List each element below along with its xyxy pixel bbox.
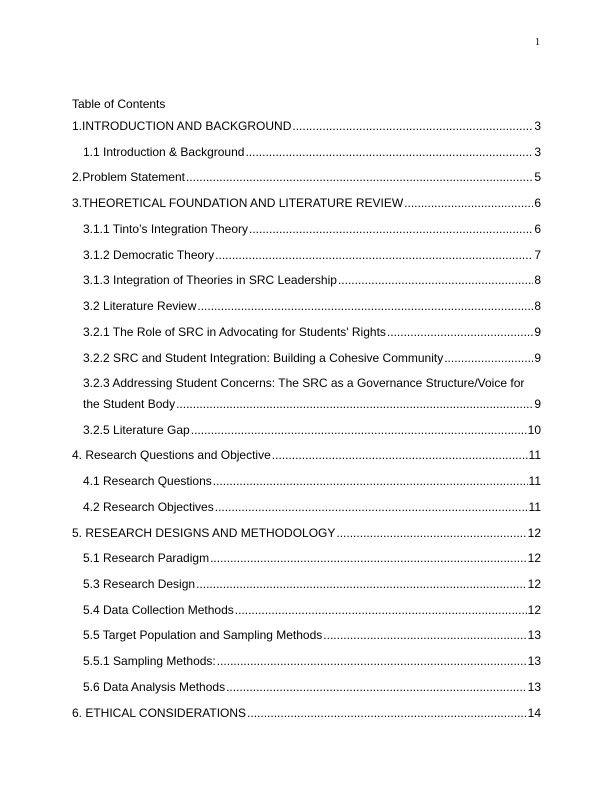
toc-entry-number: 2. xyxy=(72,170,83,184)
toc-entry-page: 11 xyxy=(528,448,541,462)
leader-dots xyxy=(336,526,526,540)
toc-entry-title: 5.3 Research Design xyxy=(83,577,196,591)
toc-entry[interactable] xyxy=(83,577,541,591)
toc-entry-page: 7 xyxy=(534,248,541,262)
toc-entry[interactable] xyxy=(83,222,541,236)
toc-entry-page: 9 xyxy=(534,325,541,339)
leader-dots xyxy=(247,706,527,720)
toc-entry[interactable] xyxy=(83,603,541,617)
toc-entry-title-line[interactable]: 3.2.3 Addressing Student Concerns: The SRC as a Governance Structure/Voice for xyxy=(83,376,525,390)
toc-entry-page: 13 xyxy=(527,654,541,668)
toc-entry-title: the Student Body xyxy=(83,397,176,411)
leader-dots xyxy=(176,397,533,411)
toc-entry-title: INTRODUCTION AND BACKGROUND xyxy=(82,119,292,133)
toc-entry-title: Problem Statement xyxy=(82,170,185,184)
toc-entry-page: 6 xyxy=(534,196,541,210)
toc-entry-title: 5. RESEARCH DESIGNS AND METHODOLOGY xyxy=(72,526,336,540)
leader-dots xyxy=(217,654,527,668)
toc-entry-page: 8 xyxy=(534,273,541,287)
leader-dots xyxy=(213,474,528,488)
toc-entry-page: 3 xyxy=(534,119,541,133)
toc-entry-title: 6. ETHICAL CONSIDERATIONS xyxy=(72,706,247,720)
toc-entry-title: 3.2.1 The Role of SRC in Advocating for Students' Rights xyxy=(83,325,386,339)
toc-entry-title: 5.5.1 Sampling Methods: xyxy=(83,654,216,668)
toc-entry[interactable] xyxy=(83,299,541,313)
toc-entry-page: 9 xyxy=(534,351,541,365)
toc-entry[interactable] xyxy=(72,119,541,133)
toc-entry-title: 3.2.5 Literature Gap xyxy=(83,423,190,437)
toc-entry[interactable] xyxy=(83,628,541,642)
toc-entry[interactable] xyxy=(83,145,541,159)
toc-entry[interactable] xyxy=(83,654,541,668)
leader-dots xyxy=(210,551,527,565)
toc-entry[interactable] xyxy=(83,551,541,565)
toc-entry[interactable] xyxy=(83,397,541,411)
toc-entry-title: 4. Research Questions and Objective xyxy=(72,448,271,462)
toc-entry[interactable] xyxy=(72,706,541,720)
toc-entry-page: 11 xyxy=(528,474,541,488)
toc-entry-page: 12 xyxy=(527,526,541,540)
toc-entry-title: 3.2 Literature Review xyxy=(83,299,197,313)
toc-entry-title: 3.1.3 Integration of Theories in SRC Leadership xyxy=(83,273,337,287)
leader-dots xyxy=(191,423,527,437)
toc-entry-number: 1. xyxy=(72,119,83,133)
leader-dots xyxy=(235,603,527,617)
leader-dots xyxy=(215,248,533,262)
toc-entry-title: 4.1 Research Questions xyxy=(83,474,212,488)
toc-entry[interactable] xyxy=(83,273,541,287)
toc-entry-title: 5.6 Data Analysis Methods xyxy=(83,680,226,694)
toc-entry[interactable] xyxy=(72,448,541,462)
leader-dots xyxy=(226,680,527,694)
toc-entry-title: 5.5 Target Population and Sampling Methods xyxy=(83,628,323,642)
toc-entry-title: 3.1.2 Democratic Theory xyxy=(83,248,215,262)
toc-entry[interactable] xyxy=(83,248,541,262)
toc-entry[interactable] xyxy=(83,351,541,365)
toc-title: Table of Contents xyxy=(72,97,166,111)
toc-entry-title: 3.1.1 Tinto’s Integration Theory xyxy=(83,222,248,236)
toc-entry-page: 11 xyxy=(528,500,541,514)
toc-entry-page: 5 xyxy=(534,170,541,184)
leader-dots xyxy=(245,145,533,159)
toc-entry-page: 8 xyxy=(534,299,541,313)
leader-dots xyxy=(272,448,528,462)
toc-entry-page: 9 xyxy=(534,397,541,411)
toc-entry[interactable] xyxy=(72,196,541,210)
toc-entry-title: 5.1 Research Paradigm xyxy=(83,551,210,565)
toc-entry[interactable] xyxy=(83,500,541,514)
page-number: 1 xyxy=(535,37,540,48)
leader-dots xyxy=(404,196,533,210)
leader-dots xyxy=(444,351,533,365)
leader-dots xyxy=(215,500,528,514)
toc-entry-page: 13 xyxy=(527,680,541,694)
toc-entry[interactable] xyxy=(72,170,541,184)
leader-dots xyxy=(338,273,533,287)
toc-entry[interactable] xyxy=(83,325,541,339)
leader-dots xyxy=(323,628,526,642)
toc-entry-page: 10 xyxy=(527,423,541,437)
toc-entry-page: 6 xyxy=(534,222,541,236)
toc-entry-page: 13 xyxy=(527,628,541,642)
leader-dots xyxy=(249,222,533,236)
toc-entry[interactable] xyxy=(83,680,541,694)
toc-entry-title: 4.2 Research Objectives xyxy=(83,500,214,514)
leader-dots xyxy=(196,577,527,591)
toc-entry-number: 3. xyxy=(72,196,83,210)
toc-entry[interactable] xyxy=(72,526,541,540)
toc-entry[interactable] xyxy=(83,474,541,488)
toc-entry-page: 14 xyxy=(527,706,541,720)
leader-dots xyxy=(387,325,533,339)
toc-entry-title: THEORETICAL FOUNDATION AND LITERATURE REVIEW xyxy=(82,196,404,210)
toc-entry-title: 5.4 Data Collection Methods xyxy=(83,603,234,617)
leader-dots xyxy=(186,170,533,184)
leader-dots xyxy=(197,299,533,313)
toc-entry-page: 3 xyxy=(534,145,541,159)
toc-entry-page: 12 xyxy=(527,551,541,565)
toc-entry-title: 1.1 Introduction & Background xyxy=(83,145,245,159)
toc-entry-page: 12 xyxy=(527,603,541,617)
toc-entry[interactable] xyxy=(83,423,541,437)
toc-entry-page: 12 xyxy=(527,577,541,591)
leader-dots xyxy=(292,119,533,133)
toc-entry-title: 3.2.2 SRC and Student Integration: Building a Cohesive Community xyxy=(83,351,444,365)
